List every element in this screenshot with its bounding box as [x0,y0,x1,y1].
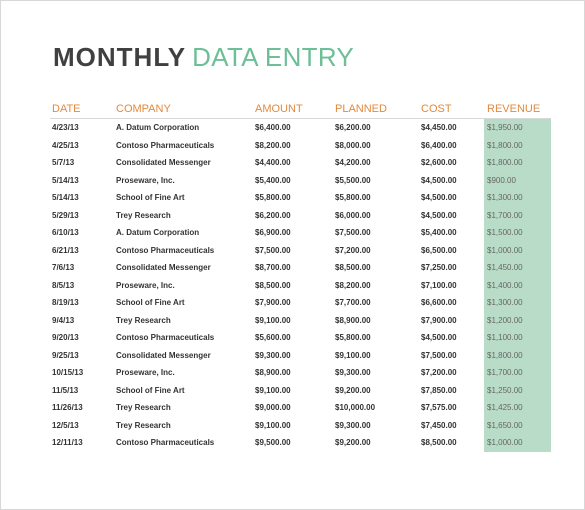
cell-planned: $9,100.00 [335,350,371,360]
cell-date: 12/11/13 [52,438,83,448]
cell-company: A. Datum Corporation [116,123,200,133]
table-row [50,259,551,277]
cell-cost: $4,500.00 [421,175,457,185]
table-row [50,399,551,417]
table-row [50,224,551,242]
cell-company: School of Fine Art [116,193,185,203]
cell-amount: $4,400.00 [255,158,291,168]
table-row [50,189,551,207]
cell-planned: $7,700.00 [335,298,371,308]
cell-company: Proseware, Inc. [116,175,175,185]
table-row [50,434,551,452]
cell-date: 4/25/13 [52,140,79,150]
table-row [50,154,551,172]
cell-planned: $9,200.00 [335,438,371,448]
cell-amount: $6,400.00 [255,123,291,133]
cell-planned: $9,300.00 [335,420,371,430]
cell-date: 12/5/13 [52,420,79,430]
cell-planned: $9,300.00 [335,368,371,378]
cell-revenue: $1,700.00 [484,207,551,225]
cell-amount: $9,100.00 [255,315,291,325]
cell-cost: $7,900.00 [421,315,457,325]
table-row [50,119,551,137]
cell-cost: $7,100.00 [421,280,457,290]
cell-planned: $8,200.00 [335,280,371,290]
cell-planned: $8,900.00 [335,315,371,325]
cell-planned: $8,500.00 [335,263,371,273]
cell-planned: $7,200.00 [335,245,371,255]
cell-planned: $6,200.00 [335,123,371,133]
cell-date: 8/5/13 [52,280,75,290]
cell-company: A. Datum Corporation [116,228,200,238]
table-row [50,382,551,400]
cell-amount: $9,000.00 [255,403,291,413]
cell-cost: $4,500.00 [421,210,457,220]
cell-revenue: $1,300.00 [484,294,551,312]
cell-company: Trey Research [116,403,171,413]
table-body [50,119,551,452]
cell-date: 6/10/13 [52,228,79,238]
cell-date: 5/14/13 [52,193,79,203]
cell-revenue: $900.00 [484,172,551,190]
header-company: COMPANY [114,100,253,119]
cell-company: Trey Research [116,210,171,220]
cell-revenue: $1,800.00 [484,137,551,155]
cell-amount: $5,400.00 [255,175,291,185]
cell-planned: $5,800.00 [335,333,371,343]
cell-date: 11/26/13 [52,403,83,413]
title-bold: MONTHLY [53,42,187,72]
cell-planned: $4,200.00 [335,158,371,168]
cell-amount: $8,700.00 [255,263,291,273]
cell-amount: $8,900.00 [255,368,291,378]
cell-company: Contoso Pharmaceuticals [116,333,215,343]
cell-cost: $8,500.00 [421,438,457,448]
cell-cost: $4,450.00 [421,123,457,133]
cell-revenue: $1,800.00 [484,347,551,365]
table-row [50,329,551,347]
cell-revenue: $1,700.00 [484,364,551,382]
cell-company: Contoso Pharmaceuticals [116,245,215,255]
cell-date: 9/4/13 [52,315,75,325]
cell-revenue: $1,425.00 [484,399,551,417]
cell-amount: $9,100.00 [255,420,291,430]
table-row [50,312,551,330]
cell-revenue: $1,500.00 [484,224,551,242]
cell-company: Proseware, Inc. [116,280,175,290]
cell-amount: $6,900.00 [255,228,291,238]
cell-date: 4/23/13 [52,123,79,133]
cell-amount: $6,200.00 [255,210,291,220]
table-row [50,417,551,435]
cell-company: Contoso Pharmaceuticals [116,438,215,448]
cell-revenue: $1,800.00 [484,154,551,172]
cell-cost: $6,500.00 [421,245,457,255]
cell-date: 9/20/13 [52,333,79,343]
cell-company: Trey Research [116,420,171,430]
cell-revenue: $1,000.00 [484,242,551,260]
table-row [50,242,551,260]
cell-company: Trey Research [116,315,171,325]
cell-company: Consolidated Messenger [116,158,211,168]
cell-company: School of Fine Art [116,385,185,395]
header-planned: PLANNED [333,100,419,119]
header-amount: AMOUNT [253,100,333,119]
cell-cost: $6,400.00 [421,140,457,150]
cell-revenue: $1,650.00 [484,417,551,435]
table-row [50,172,551,190]
cell-revenue: $1,200.00 [484,312,551,330]
cell-amount: $9,500.00 [255,438,291,448]
cell-company: School of Fine Art [116,298,185,308]
table-row [50,364,551,382]
cell-cost: $7,200.00 [421,368,457,378]
cell-revenue: $1,400.00 [484,277,551,295]
cell-cost: $7,575.00 [421,403,457,413]
cell-amount: $9,300.00 [255,350,291,360]
header-revenue: REVENUE [484,100,551,119]
cell-date: 9/25/13 [52,350,79,360]
cell-planned: $5,800.00 [335,193,371,203]
table-row [50,277,551,295]
table-row [50,137,551,155]
cell-date: 11/5/13 [52,385,79,395]
cell-date: 6/21/13 [52,245,79,255]
cell-revenue: $1,100.00 [484,329,551,347]
page-title [53,42,354,73]
cell-revenue: $1,450.00 [484,259,551,277]
header-date: DATE [50,100,114,119]
cell-date: 7/6/13 [52,263,75,273]
cell-amount: $7,900.00 [255,298,291,308]
cell-date: 10/15/13 [52,368,84,378]
cell-cost: $7,500.00 [421,350,457,360]
cell-planned: $6,000.00 [335,210,371,220]
cell-planned: $10,000.00 [335,403,376,413]
cell-cost: $5,400.00 [421,228,457,238]
cell-cost: $7,250.00 [421,263,457,273]
cell-planned: $8,000.00 [335,140,371,150]
table-row [50,294,551,312]
cell-cost: $7,850.00 [421,385,457,395]
table-row [50,207,551,225]
cell-company: Contoso Pharmaceuticals [116,140,215,150]
cell-amount: $9,100.00 [255,385,291,395]
cell-revenue: $1,950.00 [484,119,551,137]
cell-planned: $9,200.00 [335,385,371,395]
cell-cost: $6,600.00 [421,298,457,308]
cell-revenue: $1,250.00 [484,382,551,400]
table-row [50,347,551,365]
cell-date: 5/29/13 [52,210,79,220]
cell-planned: $5,500.00 [335,175,371,185]
cell-amount: $7,500.00 [255,245,291,255]
cell-amount: $8,500.00 [255,280,291,290]
cell-amount: $5,800.00 [255,193,291,203]
cell-cost: $4,500.00 [421,193,457,203]
cell-date: 5/14/13 [52,175,79,185]
title-light: DATA ENTRY [192,42,355,72]
cell-revenue: $1,000.00 [484,434,551,452]
cell-planned: $7,500.00 [335,228,371,238]
cell-date: 5/7/13 [52,158,75,168]
cell-amount: $5,600.00 [255,333,291,343]
cell-date: 8/19/13 [52,298,79,308]
cell-cost: $7,450.00 [421,420,457,430]
header-cost: COST [419,100,484,119]
cell-company: Proseware, Inc. [116,368,175,378]
cell-amount: $8,200.00 [255,140,291,150]
cell-cost: $4,500.00 [421,333,457,343]
header-row [50,100,551,119]
cell-revenue: $1,300.00 [484,189,551,207]
cell-cost: $2,600.00 [421,158,457,168]
cell-company: Consolidated Messenger [116,350,211,360]
data-entry-table [50,100,551,452]
cell-company: Consolidated Messenger [116,263,211,273]
